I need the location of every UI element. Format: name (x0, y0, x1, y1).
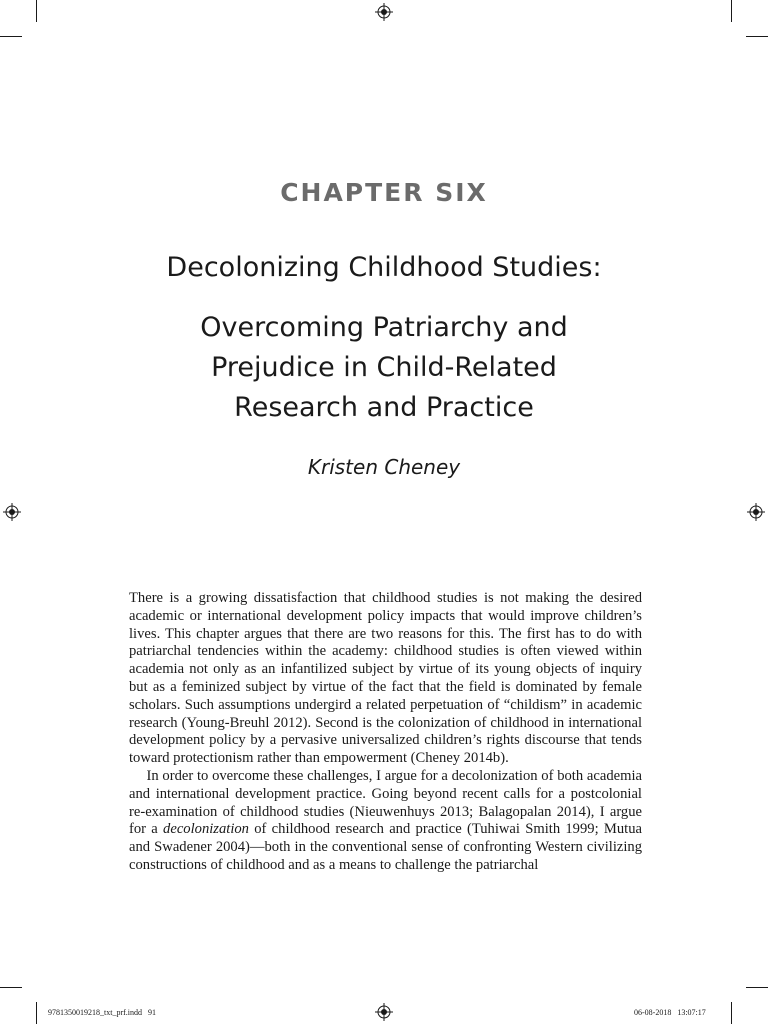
chapter-body (129, 590, 642, 875)
chapter-label: CHAPTER SIX (280, 178, 488, 207)
crop-mark-bottom-left-horizontal (0, 987, 22, 988)
crop-mark-bottom-right-horizontal (746, 987, 768, 988)
body-paragraph-2 (129, 768, 642, 875)
crop-mark-top-left-horizontal (0, 36, 22, 37)
body-paragraph-1: There is a growing dissatisfaction that childhood studies is not making the desired academic or international development policy impacts that would improve children’s lives. This chapter argues that there are two reasons for this. The first has to do with patriarchal tendencies within the academy: childhood studies is often viewed within academia not only as an infantilized subject by virtue of its young objects of inquiry but as a feminized subject by virtue of the fact that the field is dominated by female scholars. Such assumptions undergird a related perpetuation of “childism” in academic research (Young-Breuhl 2012). Second is the colonization of childhood in international development policy by a pervasive universalized children’s rights discourse that tends toward protectionism rather than empowerment (Cheney 2014b). (129, 590, 642, 767)
registration-mark-icon (375, 3, 393, 21)
crop-mark-bottom-left-vertical (36, 1002, 37, 1024)
body-paragraph-2-part-2: of childhood research and practice (Tuhiwai Smith 1999; Mutua and Swadener 2004)—both in the conventional sense of confronting Western civilizing constructions of childhood and as a means to challenge the patriarchal (129, 821, 642, 873)
crop-mark-top-right-vertical (731, 0, 732, 22)
slug-file-name: 9781350019218_txt_prf.indd 91 (48, 1008, 156, 1017)
chapter-title-line-2 (0, 308, 768, 428)
crop-mark-top-left-vertical (36, 0, 37, 22)
chapter-subtitle: Overcoming Patriarchy and Prejudice in Child-Related Research and Practice (200, 312, 568, 423)
crop-mark-top-right-horizontal (746, 36, 768, 37)
crop-mark-bottom-right-vertical (731, 1002, 732, 1024)
registration-mark-icon (747, 503, 765, 521)
body-paragraph-2-part-1: In order to overcome these challenges, I argue for a decolonization of both academia and international development practice. Going beyond recent calls for a postcolonial re-examination of childhood studies (Nieuwenhuys 2013; Balagopalan 2014), I argue for a (129, 767, 642, 838)
chapter-author: Kristen Cheney (307, 455, 461, 479)
registration-mark-icon (375, 1003, 393, 1021)
body-paragraph-2-emphasis: decolonization (163, 821, 249, 838)
slug-timestamp: 06-08-2018 13:07:17 (634, 1008, 706, 1017)
registration-mark-icon (3, 503, 21, 521)
chapter-title-line-1: Decolonizing Childhood Studies: (166, 252, 602, 283)
